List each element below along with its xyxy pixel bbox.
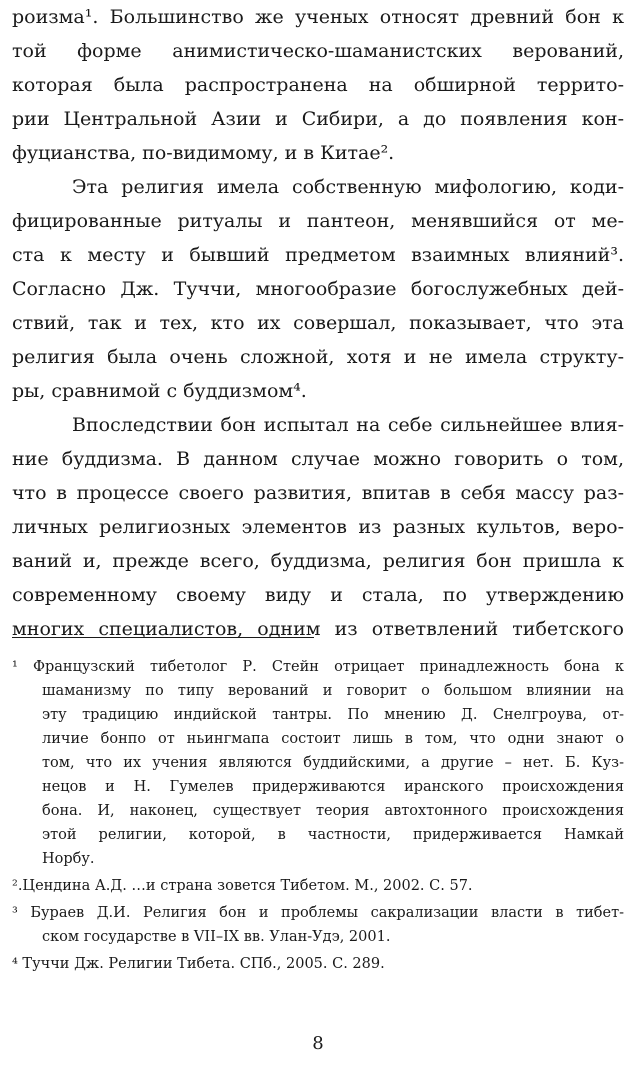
footnote: [12, 874, 624, 898]
footnotes: [12, 655, 624, 979]
footnote-line: ¹ Французский тибетолог Р. Стейн отрицает принадлежность бона к: [12, 659, 624, 675]
text-line: ваний и, прежде всего, буддизма, религия бон пришла к: [12, 550, 624, 572]
footnote-line: этой религии, которой, в частности, придерживается Намкай: [42, 827, 624, 843]
text-line: ние буддизма. В данном случае можно говорить о том,: [12, 448, 624, 470]
footnote-line: бона. И, наконец, существует теория автохтонного происхождения: [42, 803, 624, 819]
page-number: 8: [312, 1033, 324, 1054]
text-line: что в процессе своего развития, впитав в себя массу раз-: [12, 482, 624, 504]
text-line: современному своему виду и стала, по утверждению: [12, 584, 624, 606]
text-line: ры, сравнимой с буддизмом⁴.: [12, 380, 307, 402]
main-text: [12, 0, 624, 646]
footnote-line: том, что их учения являются буддийскими, а другие – нет. Б. Куз-: [42, 755, 624, 771]
footnote-line: ².Цендина А.Д. …и страна зовется Тибетом. М., 2002. С. 57.: [12, 878, 473, 894]
text-line: ствий, так и тех, кто их совершал, показывает, что эта: [12, 312, 624, 334]
text-line: личных религиозных элементов из разных культов, веро-: [12, 516, 624, 538]
footnote-line: шаманизму по типу верований и говорит о большом влиянии на: [42, 683, 624, 699]
text-line: фицированные ритуалы и пантеон, менявшийся от ме-: [12, 210, 624, 232]
footnote: [12, 952, 624, 976]
text-line: рии Центральной Азии и Сибири, а до появления кон-: [12, 108, 624, 130]
text-line: которая была распространена на обширной террито-: [12, 74, 624, 96]
paragraph: [12, 408, 624, 646]
footnote-line: Норбу.: [42, 851, 95, 867]
paragraph: [12, 170, 624, 408]
text-line: Согласно Дж. Туччи, многообразие богослужебных дей-: [12, 278, 624, 300]
paragraph: [12, 0, 624, 170]
footnote-line: эту традицию индийской тантры. По мнению Д. Снелгроува, от-: [42, 707, 624, 723]
text-line: той форме анимистическо-шаманистских верований,: [12, 40, 624, 62]
text-line: Эта религия имела собственную мифологию, коди-: [72, 176, 624, 198]
footnote-separator: [12, 637, 314, 638]
footnote-line: ском государстве в VII–IX вв. Улан-Удэ, 2001.: [42, 929, 391, 945]
footnote-line: нецов и Н. Гумелев придерживаются иранского происхождения: [42, 779, 624, 795]
text-line: роизма¹. Большинство же ученых относят древний бон к: [12, 6, 624, 28]
text-line: ста к месту и бывший предметом взаимных влияний³.: [12, 244, 624, 266]
text-line: многих специалистов, одним из ответвлений тибетского: [12, 618, 624, 640]
footnote-line: личие бонпо от ньингмапа состоит лишь в том, что одни знают о: [42, 731, 624, 747]
text-line: религия была очень сложной, хотя и не имела структу-: [12, 346, 624, 368]
footnote: [12, 901, 624, 949]
text-line: Впоследствии бон испытал на себе сильнейшее влия-: [72, 414, 624, 436]
footnote-line: ⁴ Туччи Дж. Религии Тибета. СПб., 2005. С. 289.: [12, 956, 385, 972]
footnote: [12, 655, 624, 871]
footnote-line: ³ Бураев Д.И. Религия бон и проблемы сакрализации власти в тибет-: [12, 905, 624, 921]
text-line: фуцианства, по-видимому, и в Китае².: [12, 142, 395, 164]
